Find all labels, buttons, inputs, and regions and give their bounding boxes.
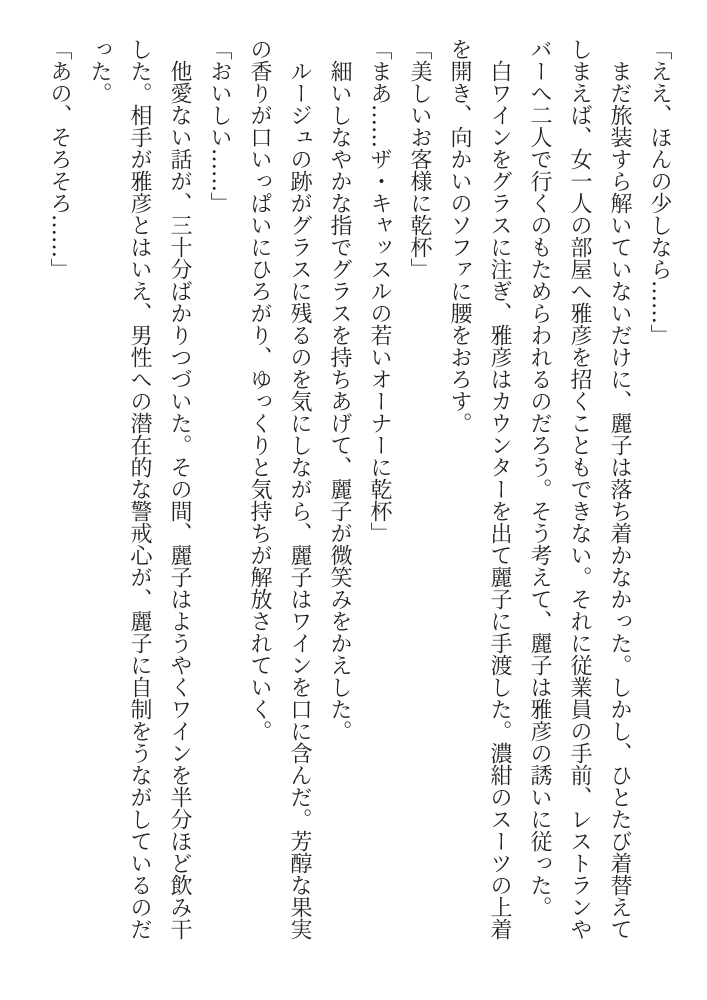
- paragraph-narrative: 細いしなやかな指でグラスを持ちあげて、麗子が微笑みをかえした。: [327, 60, 352, 742]
- paragraph-narrative: 他愛ない話が、三十分ばかりつづいた。その間、麗子はようやくワインを半分ほど飲み干した。相手が雅彦とはいえ、男性への潜在的な警戒心が、麗子に自制をうながしているのだった。: [87, 38, 192, 940]
- paragraph-narrative: 白ワインをグラスに注ぎ、雅彦はカウンターを出て麗子に手渡した。濃紺のスーツの上着を開き、向かいのソファに腰をおろす。: [447, 38, 512, 940]
- paragraph-narrative: ルージュの跡がグラスに残るのを気にしながら、麗子はワインを口に含んだ。芳醇な果実の香りが口いっぱいにひろがり、ゆっくりと気持ちが解放されていく。: [247, 38, 312, 940]
- paragraph-narrative: まだ旅装すら解いていないだけに、麗子は落ち着かなかった。しかし、ひとたび着替えてしまえば、女一人の部屋へ雅彦を招くこともできない。それに従業員の手前、レストランやバーへ二人で行くのもためらわれるのだろう。そう考えて、麗子は雅彦の誘いに従った。: [527, 38, 632, 940]
- paragraph-dialogue: 「美しいお客様に乾杯」: [407, 38, 432, 280]
- paragraph-dialogue: 「まあ……ザ・キャッスルの若いオーナーに乾杯」: [367, 38, 392, 544]
- paragraph-dialogue: 「あの、そろそろ……」: [47, 38, 72, 280]
- paragraph-dialogue: 「おいしい……」: [207, 38, 232, 214]
- vertical-text-block: [39, 38, 679, 950]
- paragraph-dialogue: 「ええ、ほんの少しなら……」: [647, 38, 672, 346]
